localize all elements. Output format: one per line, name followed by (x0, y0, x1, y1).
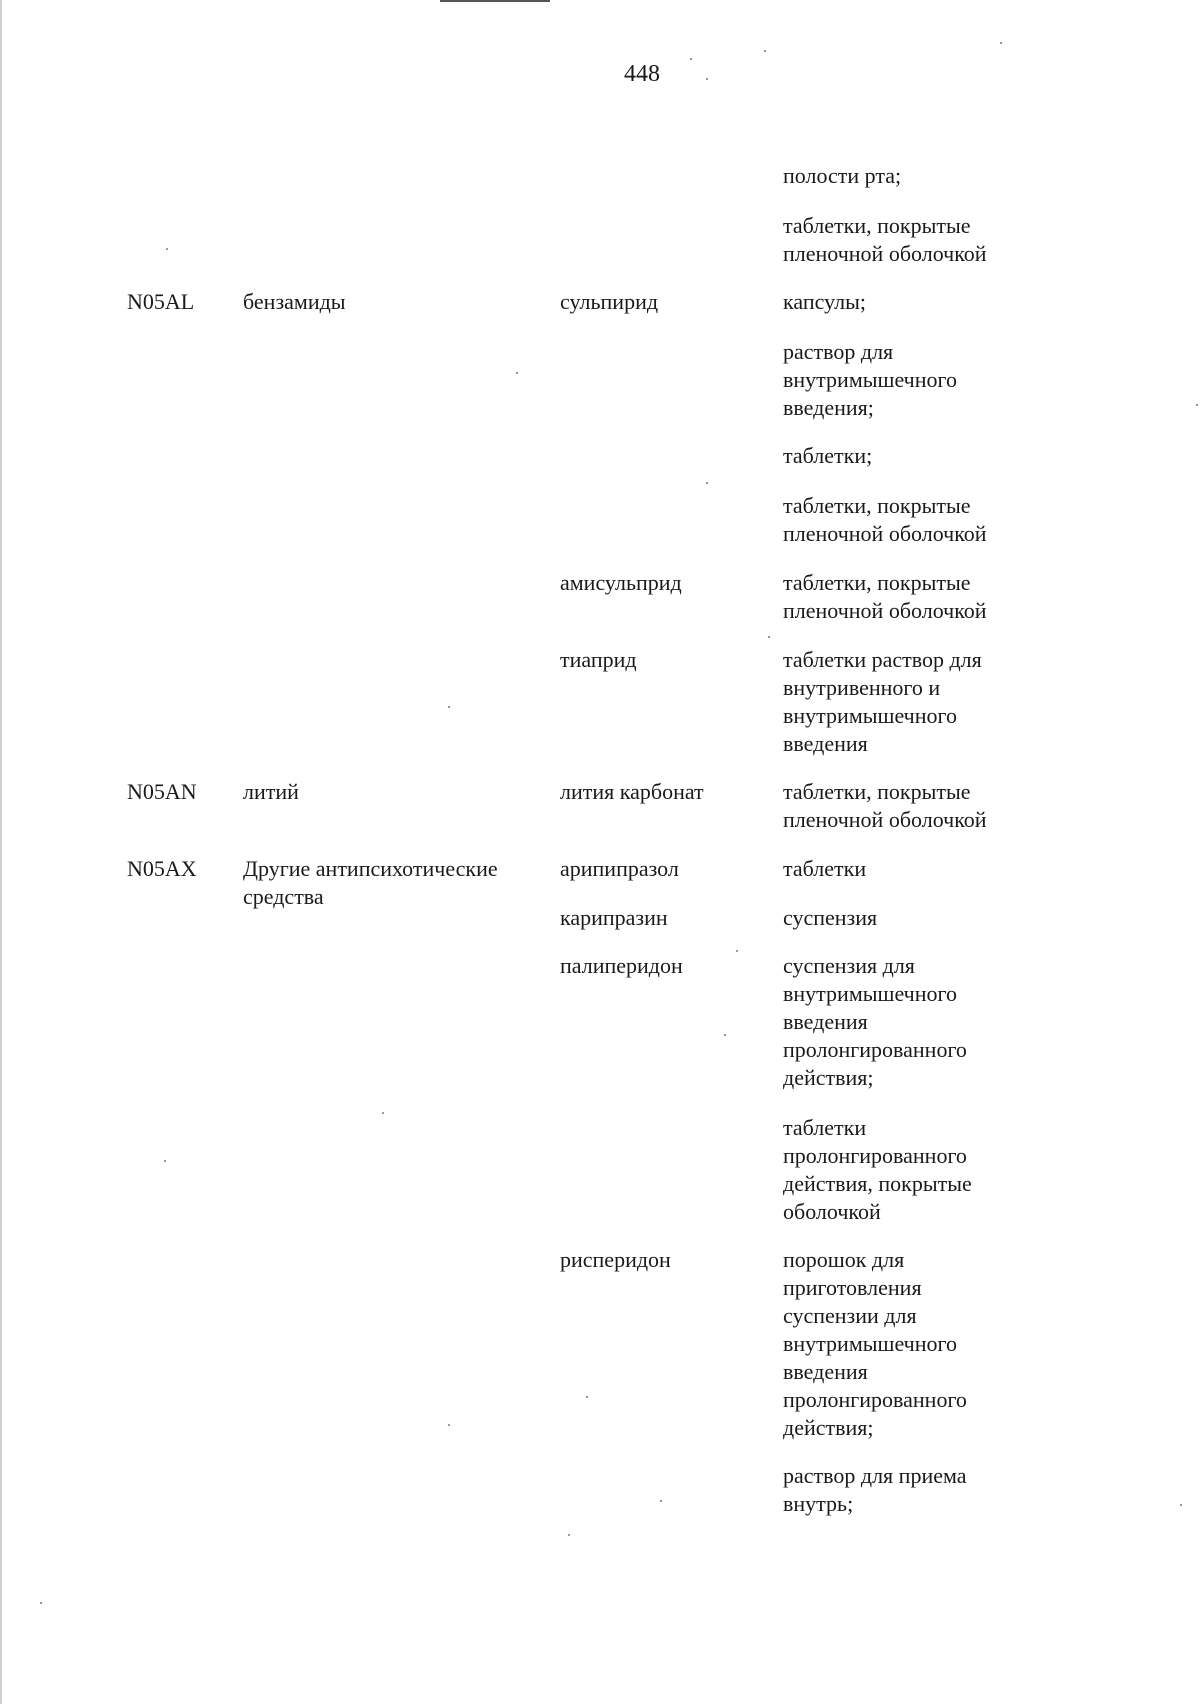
drug-name: арипипразол (560, 856, 679, 881)
scan-artifact-line (440, 0, 550, 2)
scan-speck (448, 706, 450, 708)
scan-speck (736, 950, 738, 952)
scan-speck (1196, 404, 1198, 406)
dosage-form: таблетки; (783, 443, 873, 468)
scan-speck (166, 248, 168, 250)
scan-speck (164, 1160, 166, 1162)
scan-speck (448, 1424, 450, 1426)
scan-speck (706, 78, 708, 80)
atc-code: N05AL (127, 289, 195, 314)
dosage-form: таблетки, покрытые пленочной оболочкой (783, 493, 987, 546)
drug-name: тиаприд (560, 647, 637, 672)
scan-speck (768, 636, 770, 638)
dosage-form: таблетки, покрытые пленочной оболочкой (783, 213, 987, 266)
drug-name: палиперидон (560, 953, 683, 978)
scan-speck (690, 58, 692, 60)
scan-speck (724, 1034, 726, 1036)
dosage-form: раствор для приема внутрь; (783, 1463, 967, 1516)
atc-group: Другие антипсихотические средства (243, 856, 498, 909)
drug-name: сульпирид (560, 289, 659, 314)
drug-name: карипразин (560, 905, 668, 930)
scan-speck (516, 372, 518, 374)
dosage-form: таблетки пролонгированного действия, покрытые оболочкой (783, 1115, 972, 1224)
drug-name: амисульприд (560, 570, 682, 595)
page-number: 448 (624, 61, 660, 87)
scan-speck (382, 1112, 384, 1114)
dosage-form: таблетки, покрытые пленочной оболочкой (783, 779, 987, 832)
scan-speck (660, 1500, 662, 1502)
dosage-form: таблетки, покрытые пленочной оболочкой (783, 570, 987, 623)
scan-speck (586, 1396, 588, 1398)
dosage-form: таблетки раствор для внутривенного и внутримышечного введения (783, 647, 982, 756)
dosage-form: порошок для приготовления суспензии для внутримышечного введения пролонгированного действия; (783, 1247, 967, 1440)
dosage-form: таблетки (783, 856, 867, 881)
scan-speck (1000, 42, 1002, 44)
drug-name: лития карбонат (560, 779, 704, 804)
dosage-form: капсулы; (783, 289, 866, 314)
scan-speck (1180, 1504, 1182, 1506)
scan-speck (568, 1534, 570, 1536)
atc-code: N05AX (127, 856, 197, 881)
drug-name: рисперидон (560, 1247, 671, 1272)
scan-speck (706, 482, 708, 484)
dosage-form: суспензия (783, 905, 878, 930)
dosage-form: суспензия для внутримышечного введения пролонгированного действия; (783, 953, 967, 1090)
scan-speck (40, 1602, 42, 1604)
atc-group: бензамиды (243, 289, 346, 314)
scan-edge (0, 0, 2, 1704)
dosage-form: полости рта; (783, 163, 902, 188)
dosage-form: раствор для внутримышечного введения; (783, 339, 957, 420)
atc-code: N05AN (127, 779, 197, 804)
atc-group: литий (243, 779, 299, 804)
scan-speck (764, 50, 766, 52)
